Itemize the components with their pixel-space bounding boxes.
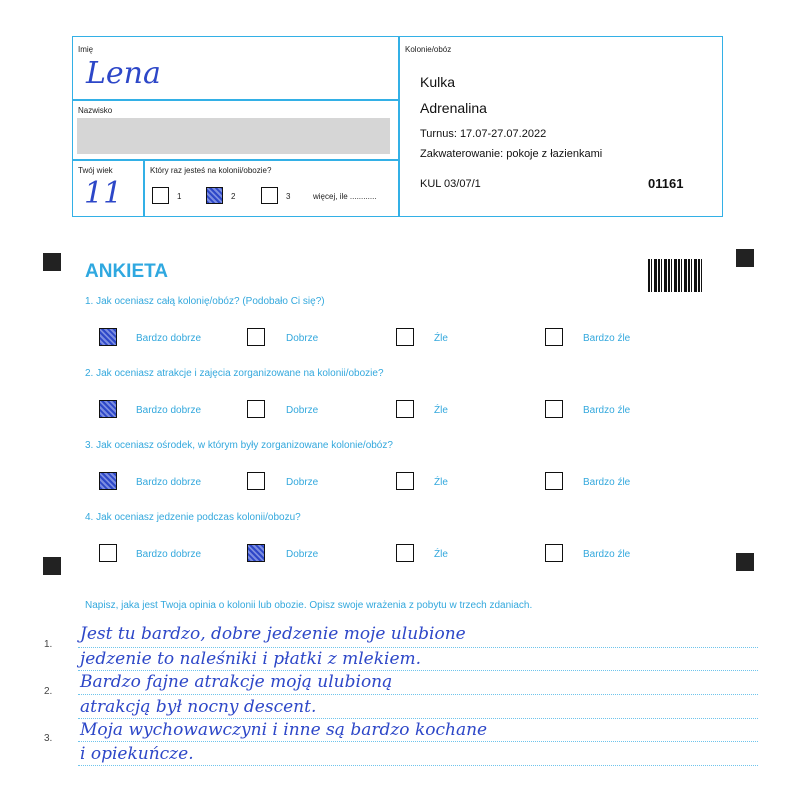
opinion-line-3[interactable] <box>78 694 758 695</box>
q3-option-label-3: Źle <box>434 477 448 488</box>
q3-option-label-4: Bardzo źle <box>583 477 631 488</box>
registration-marker-bottom-left <box>43 557 61 575</box>
opinion-line-5[interactable] <box>78 741 758 742</box>
opinion-line-1[interactable] <box>78 647 758 648</box>
q2-option-label-4: Bardzo źle <box>583 405 631 416</box>
opinion-answer-line-5: Moja wychowawczyni i inne są bardzo kochane <box>80 720 488 740</box>
name-label: Imię <box>78 45 94 54</box>
q3-checkbox-4[interactable] <box>545 472 563 490</box>
q1-checkbox-2[interactable] <box>247 328 265 346</box>
name-value[interactable]: Lena <box>86 56 161 91</box>
survey-question-4: 4. Jak oceniasz jedzenie podczas kolonii/obozu? <box>85 512 301 523</box>
camp-code: KUL 03/07/1 <box>420 178 481 190</box>
q3-option-label-2: Dobrze <box>286 477 319 488</box>
opinion-line-2[interactable] <box>78 670 758 671</box>
q4-option-label-3: Źle <box>434 549 448 560</box>
opinion-answer-line-2: jedzenie to naleśniki i płatki z mlekiem. <box>80 649 422 669</box>
times-label: Który raz jesteś na kolonii/obozie? <box>150 166 272 175</box>
age-label: Twój wiek <box>78 166 113 175</box>
form-number: 01161 <box>648 176 684 191</box>
header-divider-surname <box>72 159 399 161</box>
header-divider-name <box>72 99 399 101</box>
q4-option-label-1: Bardzo dobrze <box>136 549 202 560</box>
opinion-answer-line-1: Jest tu bardzo, dobre jedzenie moje ulubione <box>80 624 466 644</box>
opinion-answer-line-6: i opiekuńcze. <box>80 744 194 764</box>
times-more-label: więcej, ile ............ <box>313 192 377 201</box>
q3-checkbox-1[interactable] <box>99 472 117 490</box>
opinion-number-1: 1. <box>44 639 53 650</box>
camp-name-2: Adrenalina <box>420 100 487 116</box>
registration-marker-top-left <box>43 253 61 271</box>
barcode <box>648 259 704 292</box>
turnus-text: Turnus: 17.07-27.07.2022 <box>420 128 547 140</box>
header-divider-age <box>143 159 145 217</box>
q2-option-label-2: Dobrze <box>286 405 319 416</box>
opinion-answer-line-3: Bardzo fajne atrakcje moją ulubioną <box>80 672 393 692</box>
times-option-2: 2 <box>231 192 236 201</box>
opinion-answer-line-4: atrakcją był nocny descent. <box>80 697 317 717</box>
opinion-number-2: 2. <box>44 686 53 697</box>
times-checkbox-1[interactable] <box>152 187 169 204</box>
times-checkbox-3[interactable] <box>261 187 278 204</box>
q3-checkbox-2[interactable] <box>247 472 265 490</box>
q1-option-label-4: Bardzo źle <box>583 333 631 344</box>
q4-option-label-2: Dobrze <box>286 549 319 560</box>
q4-checkbox-3[interactable] <box>396 544 414 562</box>
q2-checkbox-1[interactable] <box>99 400 117 418</box>
lodging-text: Zakwaterowanie: pokoje z łazienkami <box>420 148 603 160</box>
q2-option-label-3: Źle <box>434 405 448 416</box>
q4-checkbox-1[interactable] <box>99 544 117 562</box>
header-divider-vertical <box>398 36 400 217</box>
opinion-line-4[interactable] <box>78 718 758 719</box>
times-option-1: 1 <box>177 192 182 201</box>
q1-checkbox-3[interactable] <box>396 328 414 346</box>
opinion-line-6[interactable] <box>78 765 758 766</box>
q4-checkbox-2[interactable] <box>247 544 265 562</box>
q1-option-label-3: Źle <box>434 333 448 344</box>
q4-checkbox-4[interactable] <box>545 544 563 562</box>
q2-option-label-1: Bardzo dobrze <box>136 405 202 416</box>
opinion-prompt: Napisz, jaka jest Twoja opinia o kolonii lub obozie. Opisz swoje wrażenia z pobytu w trzech zdaniach. <box>85 600 533 611</box>
q1-checkbox-4[interactable] <box>545 328 563 346</box>
survey-question-2: 2. Jak oceniasz atrakcje i zajęcia zorganizowane na kolonii/obozie? <box>85 368 384 379</box>
q1-option-label-1: Bardzo dobrze <box>136 333 202 344</box>
camp-label: Kolonie/obóz <box>405 45 452 54</box>
opinion-number-3: 3. <box>44 733 53 744</box>
survey-title: ANKIETA <box>85 261 169 282</box>
times-checkbox-2[interactable] <box>206 187 223 204</box>
q1-checkbox-1[interactable] <box>99 328 117 346</box>
surname-redacted-field[interactable] <box>77 118 390 154</box>
survey-question-3: 3. Jak oceniasz ośrodek, w którym były zorganizowane kolonie/obóz? <box>85 440 393 451</box>
age-value[interactable]: 11 <box>84 176 123 211</box>
q2-checkbox-2[interactable] <box>247 400 265 418</box>
q3-option-label-1: Bardzo dobrze <box>136 477 202 488</box>
times-option-3: 3 <box>286 192 291 201</box>
q3-checkbox-3[interactable] <box>396 472 414 490</box>
camp-name-1: Kulka <box>420 74 456 90</box>
registration-marker-bottom-right <box>736 553 754 571</box>
q1-option-label-2: Dobrze <box>286 333 319 344</box>
q4-option-label-4: Bardzo źle <box>583 549 631 560</box>
survey-question-1: 1. Jak oceniasz całą kolonię/obóz? (Podobało Ci się?) <box>85 296 325 307</box>
registration-marker-top-right <box>736 249 754 267</box>
q2-checkbox-4[interactable] <box>545 400 563 418</box>
q2-checkbox-3[interactable] <box>396 400 414 418</box>
surname-label: Nazwisko <box>78 106 113 115</box>
